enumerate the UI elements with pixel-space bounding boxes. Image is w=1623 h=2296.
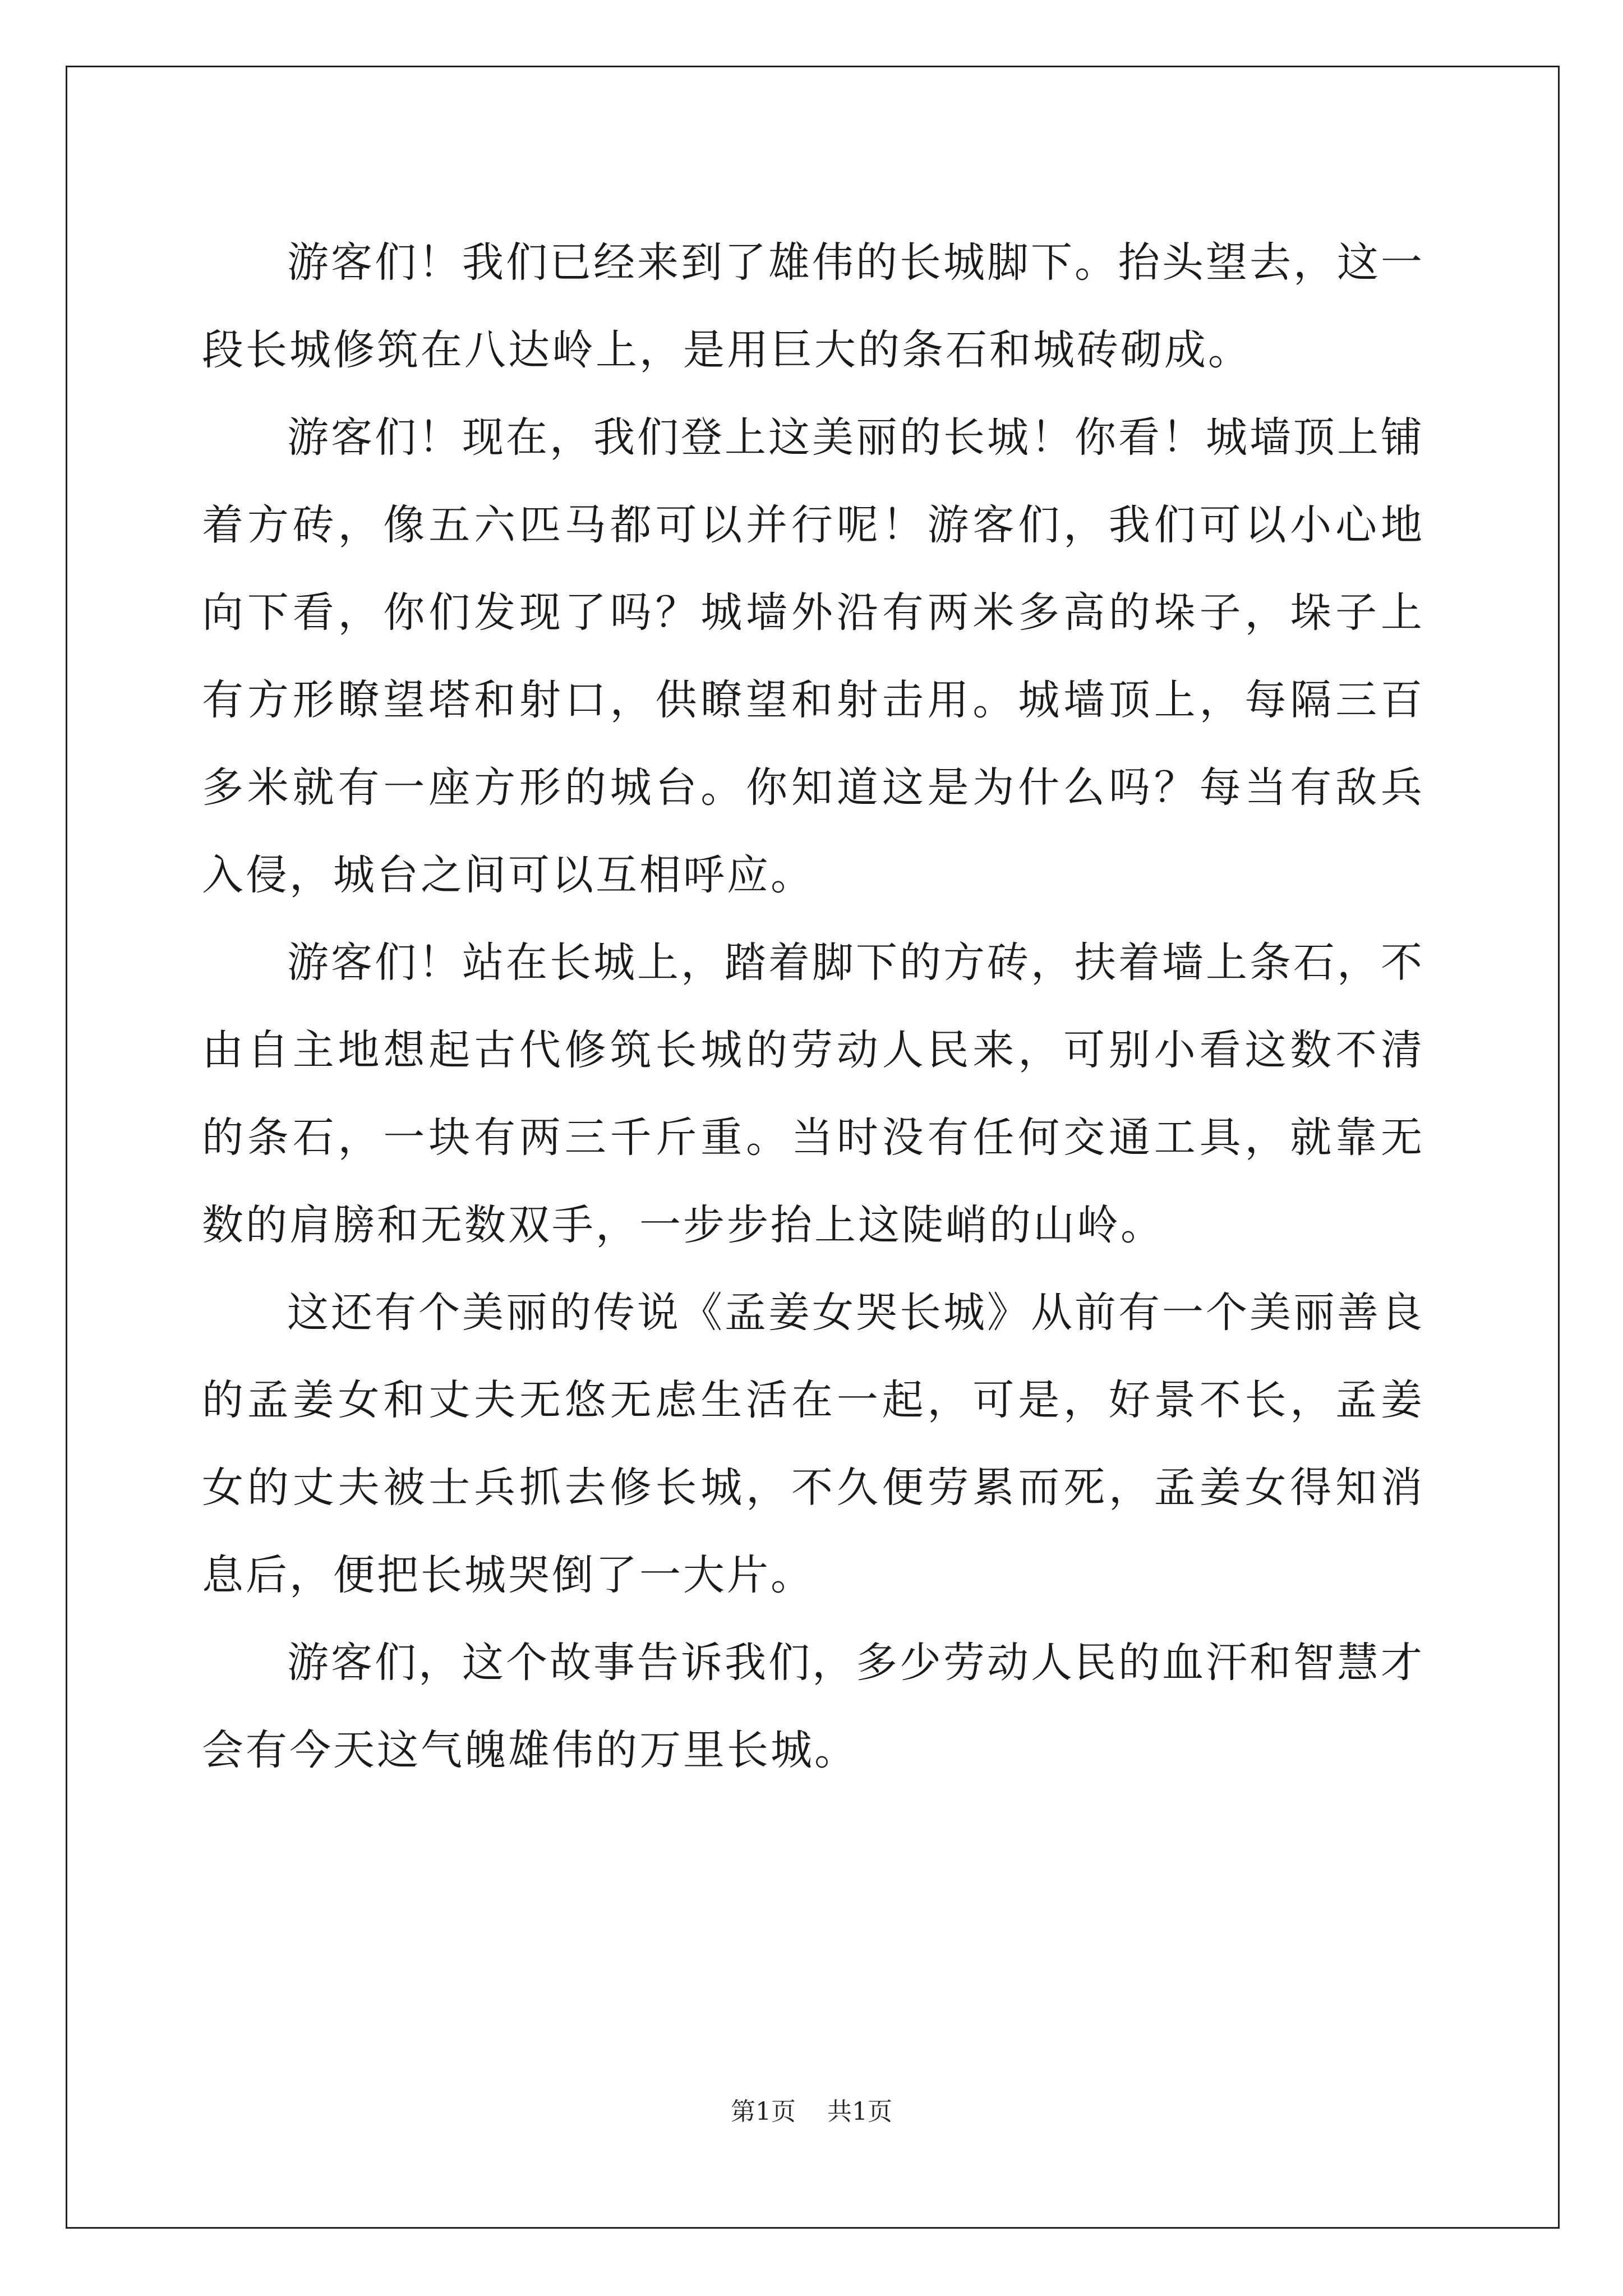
page-number: 第1页: [731, 2097, 796, 2126]
paragraph-4: 这还有个美丽的传说《孟姜女哭长城》从前有一个美丽善良的孟姜女和丈夫无悠无虑生活在一起，可是，好景不长，孟姜女的丈夫被士兵抓去修长城，不久便劳累而死，孟姜女得知消息后，便把长城哭倒了一大片。: [202, 1289, 1424, 1599]
paragraph-1: 游客们！我们已经来到了雄伟的长城脚下。抬头望去，这一段长城修筑在八达岭上，是用巨大的条石和城砖砌成。: [202, 238, 1424, 374]
document-body: [202, 219, 1424, 1794]
paragraph-5: 游客们，这个故事告诉我们，多少劳动人民的血汗和智慧才会有今天这气魄雄伟的万里长城。: [202, 1639, 1424, 1774]
page-total: 共1页: [827, 2097, 892, 2126]
paragraph-2: 游客们！现在，我们登上这美丽的长城！你看！城墙顶上铺着方砖，像五六匹马都可以并行呢！游客们，我们可以小心地向下看，你们发现了吗？城墙外沿有两米多高的垛子，垛子上有方形瞭望塔和射口，供瞭望和射击用。城墙顶上，每隔三百多米就有一座方形的城台。你知道这是为什么吗？每当有敌兵入侵，城台之间可以互相呼应。: [202, 413, 1424, 899]
paragraph-3: 游客们！站在长城上，踏着脚下的方砖，扶着墙上条石，不由自主地想起古代修筑长城的劳动人民来，可别小看这数不清的条石，一块有两三千斤重。当时没有任何交通工具，就靠无数的肩膀和无数双手，一步步抬上这陡峭的山岭。: [202, 938, 1424, 1249]
page-footer: [0, 2095, 1623, 2129]
